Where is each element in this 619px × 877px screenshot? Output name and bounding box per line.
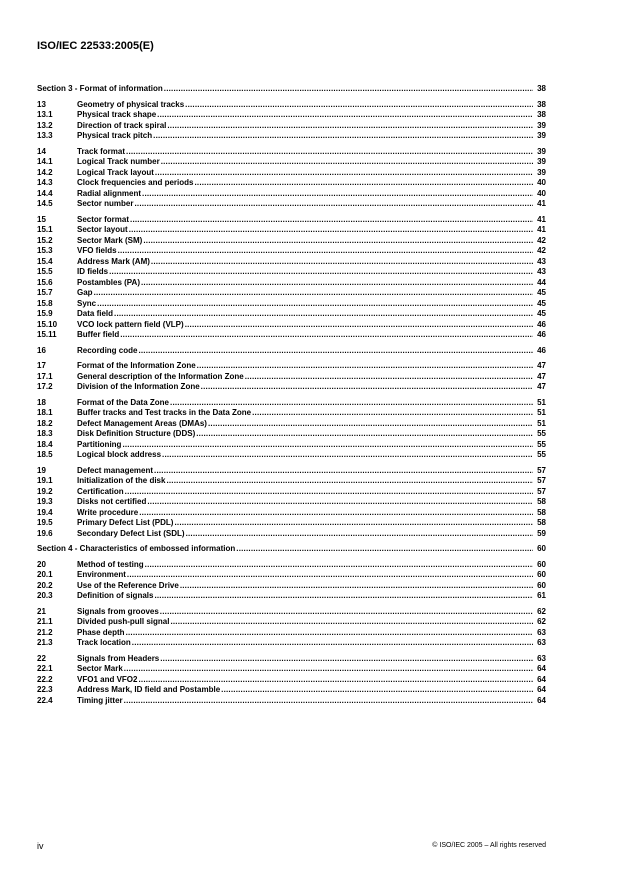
toc-entry-number: 21.2 xyxy=(37,627,53,637)
toc-leader-dots xyxy=(129,225,533,236)
toc-entry-page: 47 xyxy=(537,361,546,370)
toc-entry-title: Gap xyxy=(77,288,93,297)
toc-leader-dots xyxy=(170,617,533,628)
toc-entry-page: 61 xyxy=(537,591,546,600)
toc-entry-page: 39 xyxy=(537,131,546,140)
toc-entry[interactable] xyxy=(37,398,546,409)
toc-entry-title: Definition of signals xyxy=(77,591,154,600)
toc-entry-title: Partitioning xyxy=(77,439,122,449)
toc-entry-number: 21.3 xyxy=(37,638,53,647)
toc-leader-dots xyxy=(97,299,533,310)
toc-entry-title: Physical track pitch xyxy=(77,131,153,140)
toc-entry-page: 62 xyxy=(537,617,546,626)
toc-entry-number: 18.2 xyxy=(37,418,53,428)
toc-entry-number: 13.1 xyxy=(37,110,53,119)
toc-entry-page: 64 xyxy=(537,695,546,705)
toc-entry[interactable] xyxy=(37,607,546,618)
toc-entry-page: 38 xyxy=(537,99,546,109)
toc-entry-title: Address Mark, ID field and Postamble xyxy=(77,685,221,694)
toc-entry-title: VCO lock pattern field (VLP) xyxy=(77,319,184,329)
toc-leader-dots xyxy=(134,199,533,210)
toc-entry-page: 39 xyxy=(537,167,546,177)
toc-entry-page: 46 xyxy=(537,345,546,355)
toc-leader-dots xyxy=(141,278,533,289)
toc-entry-number: 14.4 xyxy=(37,188,53,198)
toc-entry-page: 63 xyxy=(537,638,546,647)
toc-entry-title: Method of testing xyxy=(77,559,144,569)
toc-leader-dots xyxy=(118,246,533,257)
toc-leader-dots xyxy=(120,330,533,341)
toc-leader-dots xyxy=(124,664,533,675)
toc-leader-dots xyxy=(166,476,533,487)
toc-leader-dots xyxy=(221,685,533,696)
toc-entry[interactable] xyxy=(37,168,546,179)
toc-entry-number: 21.1 xyxy=(37,617,53,626)
toc-entry-page: 41 xyxy=(537,199,546,208)
toc-entry[interactable] xyxy=(37,178,546,189)
toc-entry[interactable] xyxy=(37,429,546,440)
toc-entry-page: 62 xyxy=(537,606,546,616)
copyright-notice: © ISO/IEC 2005 – All rights reserved xyxy=(432,842,546,849)
toc-entry-title: Direction of track spiral xyxy=(77,120,167,130)
toc-entry[interactable] xyxy=(37,100,546,111)
toc-entry-page: 57 xyxy=(537,465,546,475)
toc-leader-dots xyxy=(155,168,533,179)
toc-entry-number: 20.3 xyxy=(37,591,53,600)
toc-entry[interactable] xyxy=(37,408,546,419)
toc-entry[interactable] xyxy=(37,278,546,289)
toc-leader-dots xyxy=(114,309,533,320)
toc-entry[interactable] xyxy=(37,110,546,121)
toc-entry[interactable] xyxy=(37,121,546,132)
toc-entry[interactable] xyxy=(37,675,546,686)
toc-entry-number: 19 xyxy=(37,465,46,475)
toc-entry-number: 15 xyxy=(37,214,46,224)
toc-leader-dots xyxy=(208,419,533,430)
toc-entry[interactable] xyxy=(37,685,546,696)
toc-entry-page: 60 xyxy=(537,544,546,553)
toc-entry-title: General description of the Information Zone xyxy=(77,371,244,381)
toc-entry-title: VFO fields xyxy=(77,246,117,255)
toc-entry-title: Environment xyxy=(77,570,126,579)
toc-entry-number: 19.2 xyxy=(37,486,53,496)
toc-entry-title: Initialization of the disk xyxy=(77,476,166,485)
toc-entry-page: 57 xyxy=(537,486,546,496)
toc-entry[interactable] xyxy=(37,581,546,592)
toc-entry[interactable] xyxy=(37,440,546,451)
toc-entry-page: 43 xyxy=(537,256,546,266)
toc-entry[interactable] xyxy=(37,466,546,477)
document-id-header: ISO/IEC 22533:2005(E) xyxy=(37,40,154,52)
toc-leader-dots xyxy=(94,288,533,299)
toc-entry[interactable] xyxy=(37,131,546,142)
toc-entry[interactable] xyxy=(37,529,546,540)
toc-entry[interactable] xyxy=(37,382,546,393)
toc-entry-page: 47 xyxy=(537,371,546,381)
toc-entry-title: Section 4 - Characteristics of embossed information xyxy=(37,544,236,553)
toc-leader-dots xyxy=(194,178,533,189)
toc-entry[interactable] xyxy=(37,696,546,707)
toc-leader-dots xyxy=(154,591,533,602)
toc-leader-dots xyxy=(170,398,533,409)
toc-entry-title: Use of the Reference Drive xyxy=(77,580,179,590)
toc-entry-title: Geometry of physical tracks xyxy=(77,99,185,109)
toc-entry-page: 39 xyxy=(537,120,546,130)
toc-entry-page: 60 xyxy=(537,559,546,569)
toc-leader-dots xyxy=(109,267,533,278)
toc-entry-title: Address Mark (AM) xyxy=(77,256,150,266)
toc-entry[interactable] xyxy=(37,361,546,372)
toc-leader-dots xyxy=(153,131,533,142)
toc-leader-dots xyxy=(160,607,533,618)
toc-entry-title: VFO1 and VFO2 xyxy=(77,674,138,684)
toc-entry[interactable] xyxy=(37,372,546,383)
toc-entry-number: 13 xyxy=(37,99,46,109)
toc-entry-number: 16 xyxy=(37,345,46,355)
toc-entry-page: 64 xyxy=(537,664,546,673)
toc-entry-number: 19.5 xyxy=(37,518,53,527)
toc-entry-page: 51 xyxy=(537,418,546,428)
toc-entry-page: 42 xyxy=(537,235,546,245)
toc-leader-dots xyxy=(196,429,533,440)
toc-entry-number: 22.2 xyxy=(37,674,53,684)
toc-entry-number: 22.1 xyxy=(37,664,53,673)
toc-entry-number: 19.6 xyxy=(37,528,53,538)
toc-entry-title: Recording code xyxy=(77,345,138,355)
toc-entry-number: 15.5 xyxy=(37,267,53,276)
toc-entry-title: Sector Mark xyxy=(77,664,123,673)
toc-entry-page: 64 xyxy=(537,674,546,684)
toc-entry-number: 18.5 xyxy=(37,450,53,459)
toc-entry-title: Data field xyxy=(77,309,114,318)
toc-entry-page: 46 xyxy=(537,319,546,329)
toc-entry-title: Buffer tracks and Test tracks in the Data Zone xyxy=(77,408,252,417)
toc-leader-dots xyxy=(124,696,533,707)
toc-entry-title: Write procedure xyxy=(77,507,139,517)
toc-entry-page: 45 xyxy=(537,309,546,318)
toc-entry-page: 40 xyxy=(537,188,546,198)
toc-leader-dots xyxy=(151,257,533,268)
toc-entry-number: 15.8 xyxy=(37,298,53,308)
toc-leader-dots xyxy=(143,236,533,247)
toc-entry-page: 55 xyxy=(537,439,546,449)
toc-entry-number: 14 xyxy=(37,146,46,156)
toc-entry-title: Sector layout xyxy=(77,225,128,234)
toc-leader-dots xyxy=(142,189,533,200)
toc-entry-page: 55 xyxy=(537,429,546,438)
toc-entry-title: Logical Track layout xyxy=(77,167,154,177)
toc-entry-title: Sector number xyxy=(77,199,134,208)
toc-entry-title: Format of the Information Zone xyxy=(77,361,196,370)
toc-entry-page: 51 xyxy=(537,397,546,407)
toc-entry-page: 55 xyxy=(537,450,546,459)
toc-entry-page: 39 xyxy=(537,146,546,156)
toc-entry-title: Signals from Headers xyxy=(77,653,160,663)
toc-entry[interactable] xyxy=(37,544,546,555)
toc-leader-dots xyxy=(180,581,533,592)
toc-entry-number: 14.1 xyxy=(37,157,53,166)
toc-entry-page: 45 xyxy=(537,288,546,297)
toc-entry-number: 18.3 xyxy=(37,429,53,438)
toc-leader-dots xyxy=(167,121,533,132)
toc-entry-number: 18.1 xyxy=(37,408,53,417)
toc-entry-page: 42 xyxy=(537,246,546,255)
toc-entry-number: 17.1 xyxy=(37,371,53,381)
toc-entry-page: 59 xyxy=(537,528,546,538)
toc-entry[interactable] xyxy=(37,215,546,226)
toc-leader-dots xyxy=(161,157,533,168)
toc-entry-title: Signals from grooves xyxy=(77,606,159,616)
toc-entry-number: 18.4 xyxy=(37,439,53,449)
toc-entry-page: 60 xyxy=(537,570,546,579)
toc-leader-dots xyxy=(145,560,533,571)
toc-entry-title: Disk Definition Structure (DDS) xyxy=(77,429,196,438)
toc-leader-dots xyxy=(174,518,533,529)
toc-leader-dots xyxy=(132,638,533,649)
toc-entry-number: 18 xyxy=(37,397,46,407)
toc-leader-dots xyxy=(162,450,533,461)
toc-entry-page: 58 xyxy=(537,497,546,506)
toc-entry-number: 19.4 xyxy=(37,507,53,517)
toc-entry-title: Logical Track number xyxy=(77,157,160,166)
toc-entry[interactable] xyxy=(37,288,546,299)
toc-entry-page: 63 xyxy=(537,627,546,637)
toc-entry-number: 14.5 xyxy=(37,199,53,208)
toc-entry-title: Track location xyxy=(77,638,131,647)
toc-entry-title: Logical block address xyxy=(77,450,162,459)
toc-entry-title: Format of the Data Zone xyxy=(77,397,170,407)
page-number: iv xyxy=(37,841,44,851)
toc-entry-title: Physical track shape xyxy=(77,110,157,119)
toc-entry[interactable] xyxy=(37,518,546,529)
toc-entry[interactable] xyxy=(37,419,546,430)
toc-entry-title: Buffer field xyxy=(77,330,120,339)
toc-entry[interactable] xyxy=(37,497,546,508)
toc-entry-page: 58 xyxy=(537,507,546,517)
toc-entry[interactable] xyxy=(37,236,546,247)
toc-entry-number: 15.9 xyxy=(37,309,53,318)
toc-entry-number: 20 xyxy=(37,559,46,569)
toc-entry-number: 22 xyxy=(37,653,46,663)
toc-entry[interactable] xyxy=(37,487,546,498)
toc-leader-dots xyxy=(130,215,533,226)
toc-entry-title: Section 3 - Format of information xyxy=(37,84,163,93)
toc-leader-dots xyxy=(138,675,533,686)
toc-entry[interactable] xyxy=(37,320,546,331)
toc-entry-title: Postambles (PA) xyxy=(77,277,140,287)
toc-entry-title: Sector Mark (SM) xyxy=(77,235,143,245)
toc-entry-title: Track format xyxy=(77,146,126,156)
toc-entry[interactable] xyxy=(37,199,546,210)
toc-entry-page: 63 xyxy=(537,653,546,663)
toc-leader-dots xyxy=(122,440,533,451)
toc-entry-title: Sector format xyxy=(77,214,130,224)
toc-entry-number: 17 xyxy=(37,361,46,370)
toc-entry-number: 17.2 xyxy=(37,382,53,391)
toc-entry[interactable] xyxy=(37,267,546,278)
toc-entry-page: 58 xyxy=(537,518,546,527)
toc-entry-number: 22.3 xyxy=(37,685,53,694)
toc-leader-dots xyxy=(185,320,533,331)
toc-entry-number: 15.6 xyxy=(37,277,53,287)
toc-entry-number: 15.3 xyxy=(37,246,53,255)
toc-leader-dots xyxy=(126,147,533,158)
toc-entry[interactable] xyxy=(37,189,546,200)
toc-entry[interactable] xyxy=(37,654,546,665)
toc-leader-dots xyxy=(186,529,533,540)
toc-leader-dots xyxy=(138,346,533,357)
table-of-contents xyxy=(37,84,546,706)
toc-leader-dots xyxy=(154,466,533,477)
toc-entry-page: 45 xyxy=(537,298,546,308)
toc-entry-number: 19.3 xyxy=(37,497,53,506)
toc-entry[interactable] xyxy=(37,476,546,487)
toc-entry[interactable] xyxy=(37,617,546,628)
toc-leader-dots xyxy=(185,100,533,111)
toc-leader-dots xyxy=(201,382,533,393)
toc-leader-dots xyxy=(236,544,533,555)
toc-leader-dots xyxy=(147,497,533,508)
toc-entry[interactable] xyxy=(37,664,546,675)
toc-entry-page: 60 xyxy=(537,580,546,590)
toc-entry-page: 51 xyxy=(537,408,546,417)
toc-leader-dots xyxy=(139,508,533,519)
toc-entry-page: 40 xyxy=(537,178,546,187)
toc-entry-number: 13.3 xyxy=(37,131,53,140)
toc-entry-number: 15.2 xyxy=(37,235,53,245)
toc-entry-page: 39 xyxy=(537,157,546,166)
toc-entry-number: 20.2 xyxy=(37,580,53,590)
toc-entry-page: 44 xyxy=(537,277,546,287)
toc-leader-dots xyxy=(245,372,533,383)
toc-entry-page: 38 xyxy=(537,110,546,119)
toc-entry[interactable] xyxy=(37,225,546,236)
toc-entry[interactable] xyxy=(37,147,546,158)
toc-entry-page: 64 xyxy=(537,685,546,694)
toc-entry[interactable] xyxy=(37,309,546,320)
toc-entry[interactable] xyxy=(37,330,546,341)
toc-entry[interactable] xyxy=(37,450,546,461)
toc-entry-title: Primary Defect List (PDL) xyxy=(77,518,174,527)
toc-entry-title: Radial alignment xyxy=(77,188,142,198)
toc-entry[interactable] xyxy=(37,157,546,168)
toc-entry[interactable] xyxy=(37,560,546,571)
toc-entry-title: Defect management xyxy=(77,465,154,475)
toc-entry-number: 14.3 xyxy=(37,178,53,187)
toc-entry[interactable] xyxy=(37,591,546,602)
toc-leader-dots xyxy=(157,110,533,121)
toc-entry-number: 21 xyxy=(37,606,46,616)
toc-entry-title: Divided push-pull signal xyxy=(77,617,170,626)
toc-leader-dots xyxy=(164,84,533,95)
toc-entry-title: Certification xyxy=(77,486,124,496)
toc-entry-number: 19.1 xyxy=(37,476,53,485)
toc-leader-dots xyxy=(126,628,533,639)
toc-entry[interactable] xyxy=(37,257,546,268)
toc-entry-title: ID fields xyxy=(77,267,109,276)
toc-entry-page: 43 xyxy=(537,267,546,276)
toc-entry-number: 15.7 xyxy=(37,288,53,297)
toc-entry-title: Timing jitter xyxy=(77,695,123,705)
toc-entry-title: Sync xyxy=(77,298,97,308)
toc-leader-dots xyxy=(252,408,533,419)
toc-entry[interactable] xyxy=(37,299,546,310)
toc-entry-page: 46 xyxy=(537,330,546,339)
toc-entry-title: Division of the Information Zone xyxy=(77,382,200,391)
toc-entry[interactable] xyxy=(37,346,546,357)
toc-entry-number: 15.4 xyxy=(37,256,53,266)
toc-entry-title: Disks not certified xyxy=(77,497,147,506)
toc-entry[interactable] xyxy=(37,84,546,95)
toc-entry-number: 14.2 xyxy=(37,167,53,177)
toc-entry-page: 47 xyxy=(537,382,546,391)
toc-entry-number: 15.11 xyxy=(37,330,57,339)
toc-leader-dots xyxy=(197,361,533,372)
toc-entry-number: 15.1 xyxy=(37,225,53,234)
toc-entry-title: Clock frequencies and periods xyxy=(77,178,194,187)
toc-entry-title: Phase depth xyxy=(77,627,125,637)
toc-entry[interactable] xyxy=(37,570,546,581)
toc-leader-dots xyxy=(127,570,533,581)
toc-entry[interactable] xyxy=(37,628,546,639)
toc-entry-title: Secondary Defect List (SDL) xyxy=(77,528,185,538)
toc-entry-number: 22.4 xyxy=(37,695,53,705)
toc-leader-dots xyxy=(125,487,533,498)
toc-entry-number: 20.1 xyxy=(37,570,53,579)
toc-entry-number: 15.10 xyxy=(37,319,58,329)
toc-leader-dots xyxy=(160,654,533,665)
toc-entry-page: 57 xyxy=(537,476,546,485)
toc-entry-page: 41 xyxy=(537,214,546,224)
toc-entry-title: Defect Management Areas (DMAs) xyxy=(77,418,207,428)
toc-entry-number: 13.2 xyxy=(37,120,53,130)
toc-entry-page: 38 xyxy=(537,84,546,93)
toc-entry[interactable] xyxy=(37,508,546,519)
toc-entry-page: 41 xyxy=(537,225,546,234)
toc-entry[interactable] xyxy=(37,246,546,257)
toc-entry[interactable] xyxy=(37,638,546,649)
